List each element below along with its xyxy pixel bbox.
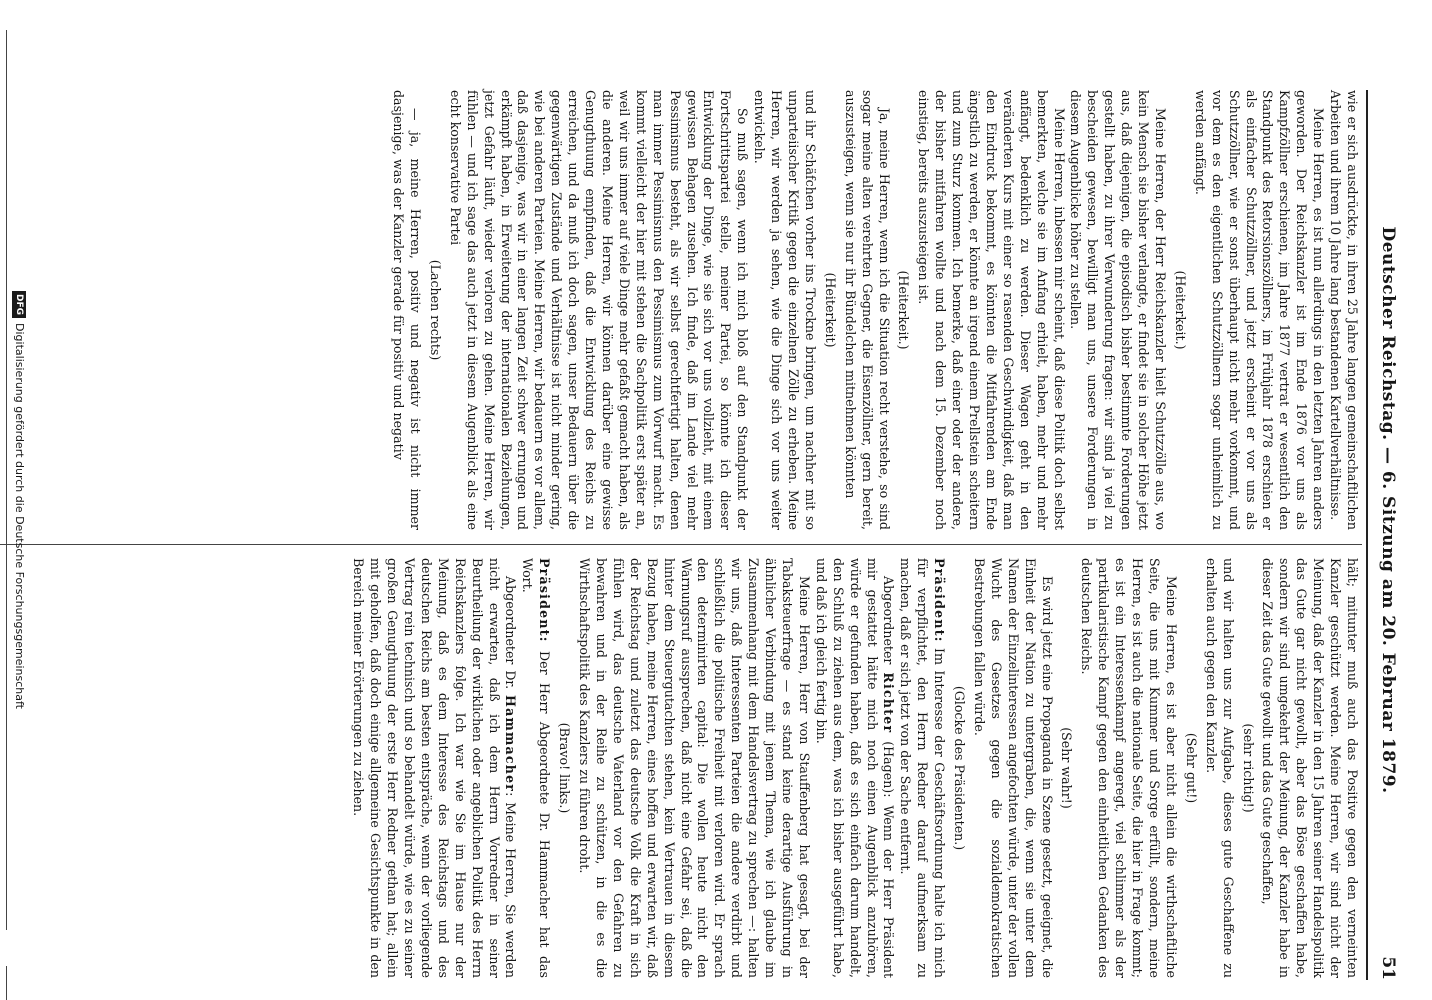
paragraph: Präsident: Im Interesse der Geschäftsordnung halte ich mich für verpflichtet, den Herrn Redner darauf aufmerksam zu machen, daß er sich jetzt von der Sache entfernt. <box>898 558 948 978</box>
paragraph: Abgeordneter Dr. Hammacher: Meine Herren, Sie werden nicht erwarten, daß ich dem Herrn Vorredner in seiner Beurtheilung der wirklichen oder angeblichen Politik des Herrn Reichskanzlers folge. Ich war wie Sie im Hause nur der Meinung, daß es dem Interesse des Reichstags und des deutschen Reichs am besten entspräche, wenn der vorliegende Vertrag rein technisch und so behandelt würde, wie es zu seiner großen Genugthuung der erste Herr Redner gethan hat; allein mit geholfen, daß doch einige allgemeine Gesichtspunkte in den Bereich meiner Erörterungen zu ziehen. <box>351 558 519 978</box>
interjection: (Sehr wahr!) <box>1059 727 1075 809</box>
paragraph: Ja, meine Herren, wenn ich die Situation recht verstehe, so sind sogar meine alten verehrten Gegner, die Eisenzöllner, gern bereit, auszusteigen, wenn sie nur ihr Bündelchen mitnehmen könnten <box>842 90 892 530</box>
page-header <box>1372 90 1402 980</box>
paragraph: und wir halten uns zur Aufgabe, dieses gute Geschaffene zu erhalten auch gegen den Kanzler. <box>1203 558 1236 978</box>
funding-note: Digitalisierung gefördert durch die Deutsche Forschungsgemeinschaft <box>13 323 26 709</box>
speaker-name: Präsident: <box>537 558 553 643</box>
bottom-rule-short <box>6 966 7 1000</box>
paragraph: wie er sich ausdrückte, in ihren 25 Jahre langen gemeinschaftlichen Arbeiten und ihrem 10 Jahre lang bestandenen Kartellverhältnisse. <box>1328 90 1360 530</box>
column-divider <box>0 544 1362 545</box>
paragraph: Meine Herren, Herr von Stauffenberg hat gesagt, bei der Tabaksteuerfrage — es stand keine derartige Ausführung in ähnlicher Verbindung mit jenem Thema, wie ich glaube im Zusammenhang mit dem Handelsvertrag zu sprechen —: halten wir uns, daß Interessenten Parteien die andere verdirbt und schließlich die politische Freiheit mit verloren wird. Er sprach den determinirten capital: Die wollen heute nicht den Warnungsruf aussprechen, daß nicht eine Gefahr sei, daß die hinter dem Steuergutachten stehen, kein Vertrauen in diesem Bezug haben, meine Herren, eines hoffen und erwarten wir, daß der Reichstag und zuletzt das deutsche Volk die Kraft in sich fühlen wird, das deutsche Vaterland vor den Gefahren zu bewahren und in der Reihe zu schützen, in die es die Wirthschaftspolitik des Kanzlers zu führen droht. <box>577 558 812 978</box>
paragraph: Präsident: Der Herr Abgeordnete Dr. Hammacher hat das Wort. <box>520 558 553 978</box>
paragraph: hält; mitunter muß auch das Positive gegen den verneinten Kanzler geschützt werden. Meine Herren, wir sind nicht der Meinung, daß der Kanzler in den 15 Jahren seiner Handelspolitik das Gute gar nicht gewollt, aber das Böse geschaffen habe, sondern wir sind umgekehrt der Meinung, der Kanzler habe in dieser Zeit das Gute gewollt und das Gute geschaffen, <box>1260 558 1360 978</box>
interjection: (Bravo! links.) <box>557 722 573 814</box>
interjection: (sehr richtig!) <box>1240 723 1256 813</box>
interjection: (Lachen rechts) <box>427 259 443 361</box>
paragraph: Es wird jetzt eine Propaganda in Szene gesetzt, geeignet, die Einheit der Nation zu untergraben, die, wenn sie unter dem Namen der Einzelinteressen angefochten würde, unter der vollen Wucht des Gesetzes gegen die sozialdemokratischen Bestrebungen fallen würde. <box>971 558 1055 978</box>
paragraph: So muß sagen, wenn ich mich bloß auf den Standpunkt der Fortschrittspartei stelle, meiner Partei, so könnte ich dieser Entwicklung der Dinge, wie sie sich vor uns vollzieht, mit einem gewissen Behagen zusehen. Ich finde, daß im Lande viel mehr Pessimismus besteht, als wir selbst gerechtfertigt halten, denen man immer Pessimismus den Pessimismus zum Vorwurf macht. Es kommt vielleicht der hier mit stehen die Sachpolitik erst später an, weil wir uns immer auf viele Dinge mehr gefaßt gemacht haben, als die anderen. Meine Herren, wir können darüber eine gewisse Genugthuung empfinden, daß die Entwicklung des Reichs zu erreichen, und da muß ich doch sagen, unser Bedauern über die gegenwärtigen Zustände und Verhältnisse ist nicht minder gering, wie bei anderen Parteien. Meine Herren, wir bedauern es vor allem, daß dasjenige, was wir in einer langen Zeit schwer errungen und erkämpft haben, in Erweiterung der internationalen Beziehungen, jetzt Gefahr läuft, wieder verloren zu gehen. Meine Herren, wir fühlen — und ich sage das auch jetzt in diesem Augenblick als eine echt konservative Partei <box>447 90 751 530</box>
paragraph: Meine Herren, es ist aber nicht allein die wirthschaftliche Seite, die uns mit Kummer und Sorge erfüllt, sondern, meine Herren, es ist auch die nationale Seite, die hier in Frage kommt; es ist ein Interessenkampf angeregt, viel schlimmer als der partikularistische Kampf gegen den einheitlichen Gedanken des deutschen Reichs. <box>1079 558 1179 978</box>
right-text-column <box>349 558 1360 978</box>
interjection: (Heiterkeit) <box>822 272 838 348</box>
interjection: (Glocke des Präsidenten.) <box>952 685 968 851</box>
paragraph: Meine Herren, der Herr Reichskanzler hielt Schutzzölle aus, wo kein Mensch sie bisher verlangte, er findet sie in solcher Höhe jetzt aus, daß diejenigen, die episodisch bisher bestimmte Forderungen gestellt haben, zu ihrer Verwunderung fragen: wir sind ja viel zu bescheiden gewesen, bewilligt man uns, unsere Forderungen in diesem Augenblicke höher zu stellen. <box>1068 90 1169 530</box>
left-text-column <box>389 90 1360 530</box>
paragraph: Meine Herren, es ist nun allerdings in den letzten Jahren anders geworden. Der Reichskanzler ist im Ende 1876 vor uns als Kampfzöllner erschienen, im Jahre 1877 vertrat er wesentlich den Standpunkt des Retorsionszöllners, im Frühjahr 1878 erschien er als einfacher Schutzzöllner, und jetzt erscheint er vor uns als Schutzzöllner, wie er sonst überhaupt nicht mehr vorkommt, und vor dem es den eigentlichen Schutzzöllnern sogar unheimlich zu werden anfängt. <box>1192 90 1327 530</box>
interjection: (Heiterkeit.) <box>1172 270 1188 350</box>
dfg-logo: DFG <box>12 291 26 318</box>
interjection: (Sehr gut!) <box>1183 732 1199 804</box>
paragraph: Meine Herren, inbessen mir scheint, daß diese Politik doch selbst bemerkten, welche sie im Anfang erhielt, haben, mehr und mehr anfängt, bedenklich zu werden. Dieser Wagen geht in den veränderten Kurs mit einer so rasenden Geschwindigkeit, daß man den Eindruck bekommt, es könnten die Mitfahrenden am Ende ängstlich zu werden, er könnte an irgend einem Prellstein scheitern und zum Sturz kommen. Ich bemerke, daß einer oder der andere, der bisher mitfahren wollte und nach dem 15. Dezember noch einstieg, bereits auszusteigen ist. <box>916 90 1067 530</box>
paragraph: und ihr Schäfchen vorher ins Trockne bringen, um nachher mit so unparteiischer Kritik gegen die einzelnen Zölle zu erheben. Meine Herren, wir werden ja sehen, wie die Dinge sich vor uns weiter entwickeln. <box>752 90 818 530</box>
speaker-name: Hammacher <box>503 694 519 793</box>
bottom-rule <box>6 30 7 930</box>
running-title: Deutscher Reichstag. — 6. Sitzung am 20. Februar 1879. <box>1378 226 1398 794</box>
speaker-name: Präsident: <box>932 558 948 643</box>
page-number: 51 <box>1378 956 1398 980</box>
page-footer <box>10 0 28 1000</box>
header-rule <box>1366 90 1368 980</box>
paragraph: Abgeordneter Richter (Hagen): Wenn der Herr Präsident mir gestattet hätte mich noch einen Augenblick anzuhören, würde er gefunden haben, daß es sich einfach darum handelt, den Schluß zu ziehen aus dem, was ich bisher ausgeführt habe, und daß ich gleich fertig bin. <box>813 558 897 978</box>
speaker-name: Richter <box>881 672 897 734</box>
interjection: (Heiterkeit.) <box>896 270 912 350</box>
paragraph: — ja, meine Herren, positiv und negativ ist nicht immer dasjenige, was der Kanzler gerade für positiv und negativ <box>391 90 424 530</box>
